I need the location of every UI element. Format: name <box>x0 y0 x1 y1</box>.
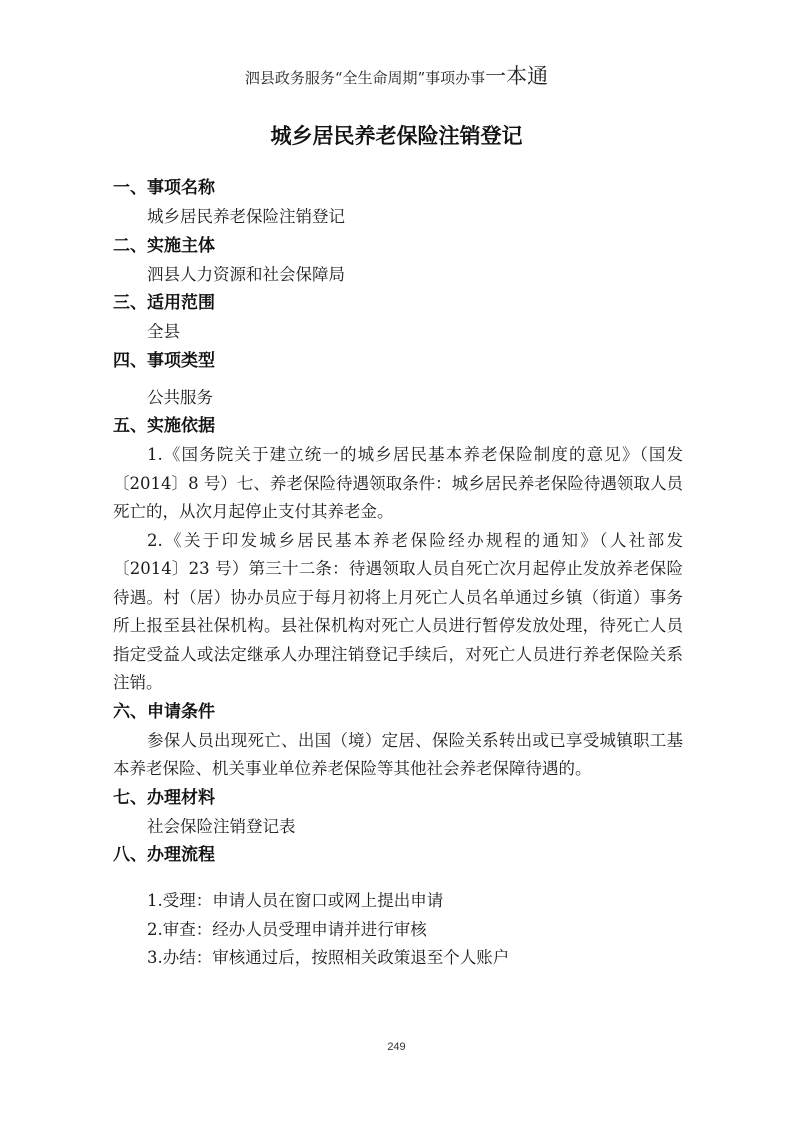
process-step: 2.审查：经办人员受理申请并进行审核 <box>147 919 427 939</box>
process-step: 1.受理：申请人员在窗口或网上提出申请 <box>147 891 444 910</box>
document-body <box>113 174 683 973</box>
page-number: 249 <box>387 1041 406 1053</box>
page-title: 城乡居民养老保险注销登记 <box>270 124 523 148</box>
section-paragraph: 2.《关于印发城乡居民基本养老保险经办规程的通知》（人社部发〔2014〕23 号）第三十二条：待遇领取人员自死亡次月起停止发放养老保险待遇。村（居）协办员应于每月初将上月死亡人员名单通过乡镇（街道）事务所上报至县社保机构。县社保机构对死亡人员进行暂停发放处理，待死亡人员指定受益人或法定继承人办理注销登记手续后，对死亡人员进行养老保险关系注销。 <box>113 530 683 692</box>
running-header-emphasis: 一本通 <box>485 64 549 88</box>
section-heading: 三、适用范围 <box>113 293 215 313</box>
section-heading: 七、办理材料 <box>113 787 215 808</box>
section-heading: 一、事项名称 <box>113 178 215 198</box>
running-header <box>0 60 793 90</box>
section-paragraph: 1.《国务院关于建立统一的城乡居民基本养老保险制度的意见》（国发〔2014〕8 号）七、养老保险待遇领取条件：城乡居民养老保险待遇领取人员死亡的，从次月起停止支付其养老金。 <box>113 445 683 521</box>
section-heading: 六、申请条件 <box>113 701 215 722</box>
section-paragraph: 全县 <box>147 322 180 341</box>
section-heading: 四、事项类型 <box>113 350 215 371</box>
process-step: 3.办结：审核通过后，按照相关政策退至个人账户 <box>147 948 510 967</box>
section-paragraph: 泗县人力资源和社会保障局 <box>147 264 345 284</box>
section-paragraph: 参保人员出现死亡、出国（境）定居、保险关系转出或已享受城镇职工基本养老保险、机关事业单位养老保险等其他社会养老保障待遇的。 <box>113 730 683 778</box>
spacer <box>113 870 683 887</box>
section-heading: 五、实施依据 <box>113 416 215 436</box>
section-heading: 八、办理流程 <box>113 845 215 865</box>
section-paragraph: 公共服务 <box>147 387 213 407</box>
running-header-text: 泗县政务服务“全生命周期”事项办事 <box>244 69 486 87</box>
section-heading: 二、实施主体 <box>113 235 215 256</box>
section-paragraph: 社会保险注销登记表 <box>147 816 296 836</box>
section-paragraph: 城乡居民养老保险注销登记 <box>147 207 345 226</box>
